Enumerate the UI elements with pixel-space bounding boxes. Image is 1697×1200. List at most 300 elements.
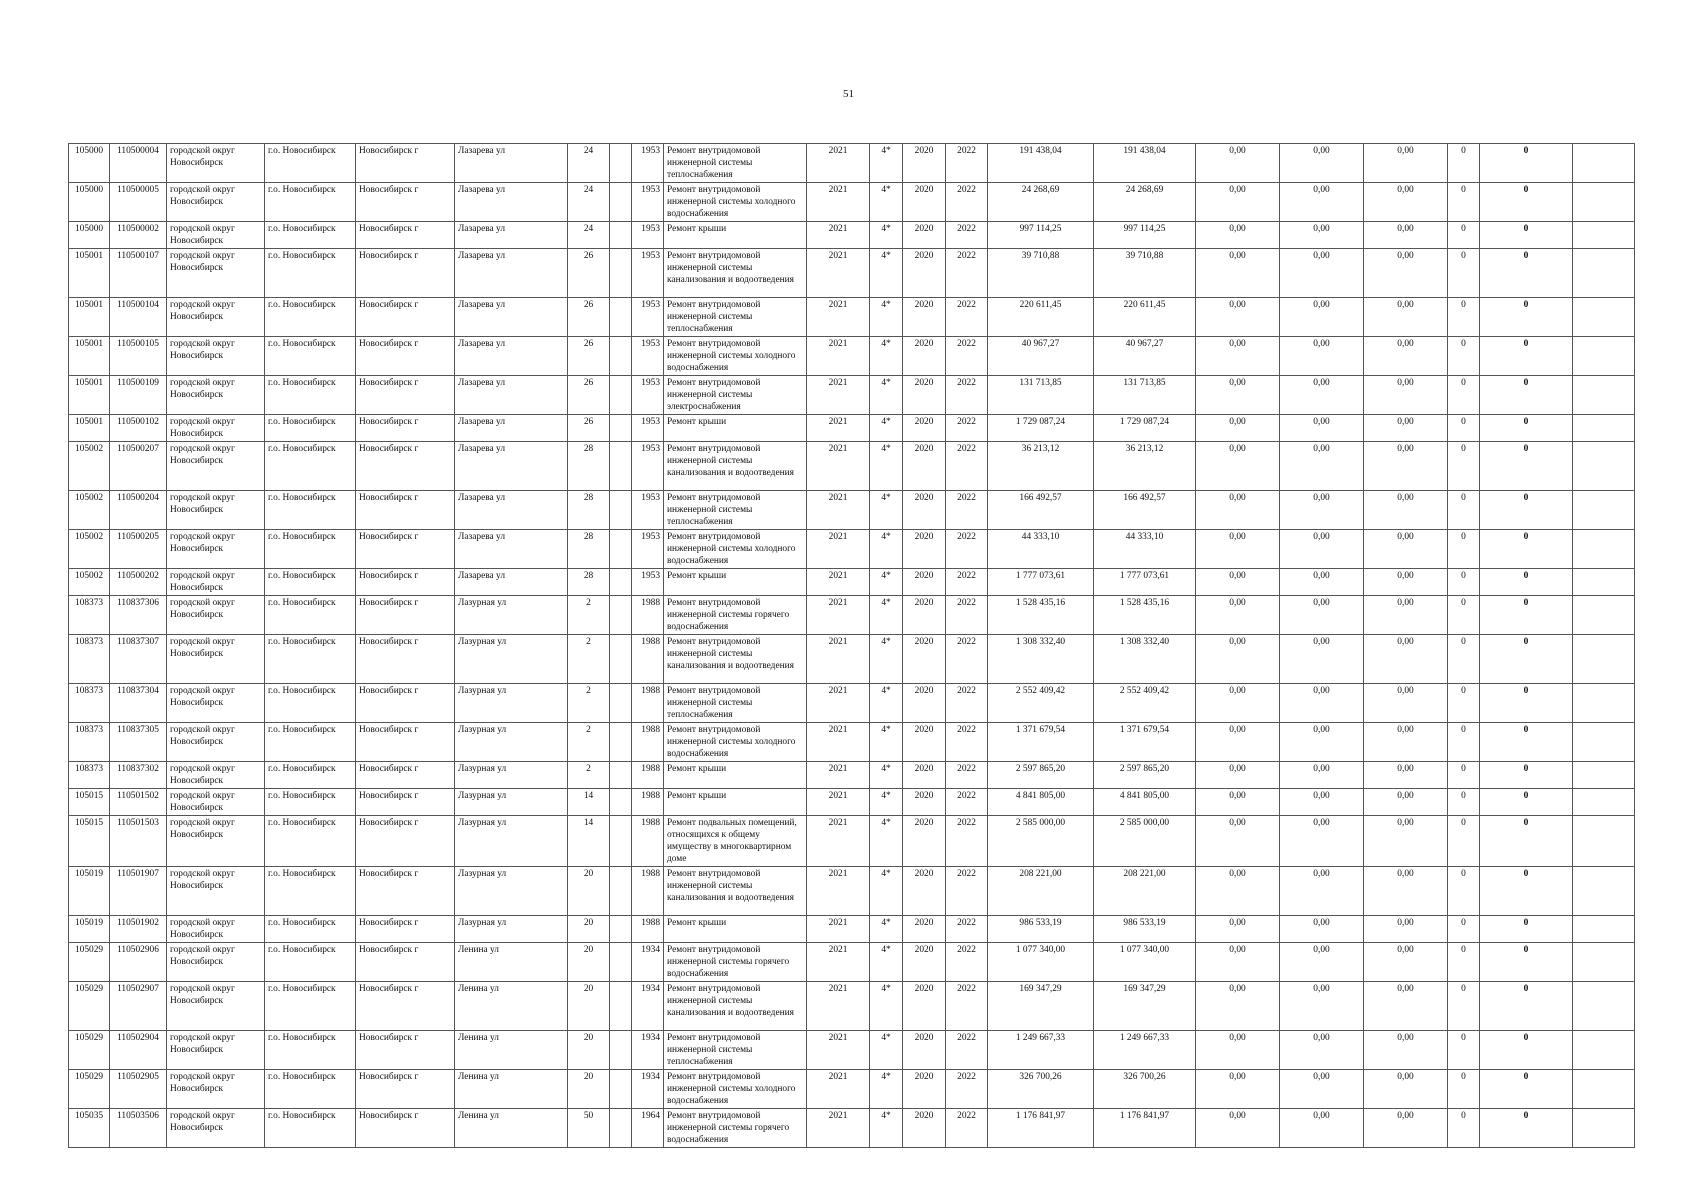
cell-empty <box>1573 816 1635 867</box>
cell-empty <box>1573 222 1635 249</box>
cell-house: 20 <box>568 943 610 982</box>
cell-type: 4* <box>870 1031 903 1070</box>
cell-id: 105001 <box>69 415 110 442</box>
cell-start: 2020 <box>903 723 946 762</box>
cell-empty <box>1573 723 1635 762</box>
cell-s1: 0,00 <box>1196 943 1280 982</box>
cell-start: 2020 <box>903 635 946 684</box>
cell-s2: 0,00 <box>1280 1031 1364 1070</box>
cell-start: 2020 <box>903 982 946 1031</box>
cell-extra <box>610 596 632 635</box>
cell-n2: 0 <box>1480 916 1573 943</box>
cell-type: 4* <box>870 183 903 222</box>
cell-work: Ремонт внутридомовой инженерной системы холодного водоснабжения <box>664 723 807 762</box>
cell-start: 2020 <box>903 916 946 943</box>
cell-cr-year: 2021 <box>807 530 870 569</box>
cell-type: 4* <box>870 943 903 982</box>
cell-work: Ремонт внутридомовой инженерной системы канализования и водоотведения <box>664 442 807 491</box>
cell-n1: 0 <box>1448 1070 1480 1109</box>
cell-settlement: г.о. Новосибирск <box>265 530 356 569</box>
cell-empty <box>1573 442 1635 491</box>
cell-street: Лазарева ул <box>455 415 568 442</box>
cell-s1: 0,00 <box>1196 442 1280 491</box>
cell-extra <box>610 684 632 723</box>
cell-type: 4* <box>870 415 903 442</box>
cell-n2: 0 <box>1480 442 1573 491</box>
cell-end: 2022 <box>946 635 988 684</box>
cell-s3: 0,00 <box>1364 415 1448 442</box>
cell-s2: 0,00 <box>1280 1070 1364 1109</box>
cell-street: Лазурная ул <box>455 816 568 867</box>
cell-type: 4* <box>870 1070 903 1109</box>
cell-end: 2022 <box>946 415 988 442</box>
cell-type: 4* <box>870 1109 903 1148</box>
cell-n1: 0 <box>1448 943 1480 982</box>
cell-fund: 4 841 805,00 <box>1094 789 1196 816</box>
cell-empty <box>1573 1109 1635 1148</box>
cell-code: 110503506 <box>110 1109 167 1148</box>
cell-fund: 191 438,04 <box>1094 144 1196 183</box>
cell-s3: 0,00 <box>1364 916 1448 943</box>
cell-street: Ленина ул <box>455 982 568 1031</box>
cell-locality: Новосибирск г <box>356 530 455 569</box>
cell-extra <box>610 569 632 596</box>
cell-id: 108373 <box>69 684 110 723</box>
table-body <box>69 144 1635 1148</box>
cell-n1: 0 <box>1448 867 1480 916</box>
table-row <box>69 635 1635 684</box>
cell-empty <box>1573 144 1635 183</box>
cell-locality: Новосибирск г <box>356 1031 455 1070</box>
cell-empty <box>1573 982 1635 1031</box>
cell-id: 105035 <box>69 1109 110 1148</box>
cell-municipality: городской округ Новосибирск <box>167 867 265 916</box>
cell-n1: 0 <box>1448 596 1480 635</box>
cell-n1: 0 <box>1448 569 1480 596</box>
cell-n1: 0 <box>1448 442 1480 491</box>
cell-fund: 2 597 865,20 <box>1094 762 1196 789</box>
cell-s3: 0,00 <box>1364 376 1448 415</box>
cell-code: 110500104 <box>110 298 167 337</box>
cell-n2: 0 <box>1480 530 1573 569</box>
cell-s3: 0,00 <box>1364 298 1448 337</box>
cell-house: 28 <box>568 442 610 491</box>
cell-extra <box>610 530 632 569</box>
cell-extra <box>610 1070 632 1109</box>
cell-n1: 0 <box>1448 144 1480 183</box>
cell-id: 105029 <box>69 943 110 982</box>
cell-s1: 0,00 <box>1196 723 1280 762</box>
cell-code: 110837306 <box>110 596 167 635</box>
cell-settlement: г.о. Новосибирск <box>265 376 356 415</box>
cell-fund: 986 533,19 <box>1094 916 1196 943</box>
cell-end: 2022 <box>946 530 988 569</box>
cell-locality: Новосибирск г <box>356 222 455 249</box>
cell-start: 2020 <box>903 789 946 816</box>
cell-s3: 0,00 <box>1364 491 1448 530</box>
cell-n1: 0 <box>1448 816 1480 867</box>
cell-s3: 0,00 <box>1364 816 1448 867</box>
cell-total: 1 077 340,00 <box>988 943 1094 982</box>
table-row <box>69 249 1635 298</box>
cell-locality: Новосибирск г <box>356 491 455 530</box>
cell-type: 4* <box>870 867 903 916</box>
cell-street: Лазарева ул <box>455 183 568 222</box>
cell-s2: 0,00 <box>1280 222 1364 249</box>
cell-s1: 0,00 <box>1196 222 1280 249</box>
cell-work: Ремонт внутридомовой инженерной системы горячего водоснабжения <box>664 943 807 982</box>
cell-year: 1988 <box>632 684 664 723</box>
cell-year: 1934 <box>632 943 664 982</box>
cell-municipality: городской округ Новосибирск <box>167 635 265 684</box>
cell-start: 2020 <box>903 1070 946 1109</box>
cell-fund: 1 077 340,00 <box>1094 943 1196 982</box>
cell-total: 36 213,12 <box>988 442 1094 491</box>
cell-locality: Новосибирск г <box>356 596 455 635</box>
cell-id: 108373 <box>69 762 110 789</box>
cell-id: 105029 <box>69 1031 110 1070</box>
cell-extra <box>610 249 632 298</box>
cell-code: 110500202 <box>110 569 167 596</box>
cell-street: Лазарева ул <box>455 530 568 569</box>
cell-extra <box>610 415 632 442</box>
cell-year: 1953 <box>632 144 664 183</box>
cell-cr-year: 2021 <box>807 943 870 982</box>
cell-code: 110502905 <box>110 1070 167 1109</box>
cell-total: 326 700,26 <box>988 1070 1094 1109</box>
cell-end: 2022 <box>946 569 988 596</box>
table-row <box>69 1109 1635 1148</box>
table-row <box>69 144 1635 183</box>
cell-n2: 0 <box>1480 491 1573 530</box>
cell-id: 105002 <box>69 569 110 596</box>
cell-s1: 0,00 <box>1196 1109 1280 1148</box>
cell-code: 110837304 <box>110 684 167 723</box>
cell-s3: 0,00 <box>1364 762 1448 789</box>
cell-n1: 0 <box>1448 337 1480 376</box>
cell-fund: 1 176 841,97 <box>1094 1109 1196 1148</box>
cell-cr-year: 2021 <box>807 249 870 298</box>
cell-code: 110501907 <box>110 867 167 916</box>
cell-total: 4 841 805,00 <box>988 789 1094 816</box>
cell-total: 166 492,57 <box>988 491 1094 530</box>
cell-extra <box>610 1109 632 1148</box>
cell-id: 105000 <box>69 144 110 183</box>
cell-end: 2022 <box>946 762 988 789</box>
cell-empty <box>1573 491 1635 530</box>
cell-type: 4* <box>870 144 903 183</box>
cell-year: 1953 <box>632 491 664 530</box>
cell-type: 4* <box>870 816 903 867</box>
cell-n1: 0 <box>1448 723 1480 762</box>
cell-settlement: г.о. Новосибирск <box>265 867 356 916</box>
cell-year: 1953 <box>632 442 664 491</box>
cell-type: 4* <box>870 530 903 569</box>
cell-street: Лазурная ул <box>455 916 568 943</box>
cell-start: 2020 <box>903 376 946 415</box>
cell-end: 2022 <box>946 1109 988 1148</box>
cell-start: 2020 <box>903 1109 946 1148</box>
cell-type: 4* <box>870 723 903 762</box>
cell-s1: 0,00 <box>1196 982 1280 1031</box>
cell-start: 2020 <box>903 491 946 530</box>
cell-s1: 0,00 <box>1196 569 1280 596</box>
cell-extra <box>610 183 632 222</box>
cell-code: 110500005 <box>110 183 167 222</box>
cell-end: 2022 <box>946 1070 988 1109</box>
cell-municipality: городской округ Новосибирск <box>167 249 265 298</box>
cell-municipality: городской округ Новосибирск <box>167 222 265 249</box>
cell-s1: 0,00 <box>1196 144 1280 183</box>
cell-end: 2022 <box>946 723 988 762</box>
cell-s2: 0,00 <box>1280 982 1364 1031</box>
cell-street: Лазарева ул <box>455 442 568 491</box>
cell-cr-year: 2021 <box>807 789 870 816</box>
cell-fund: 169 347,29 <box>1094 982 1196 1031</box>
cell-n2: 0 <box>1480 762 1573 789</box>
table-row <box>69 491 1635 530</box>
cell-end: 2022 <box>946 684 988 723</box>
cell-empty <box>1573 943 1635 982</box>
cell-s3: 0,00 <box>1364 867 1448 916</box>
cell-n2: 0 <box>1480 1031 1573 1070</box>
cell-code: 110500002 <box>110 222 167 249</box>
cell-house: 2 <box>568 635 610 684</box>
table-row <box>69 1031 1635 1070</box>
cell-locality: Новосибирск г <box>356 144 455 183</box>
cell-cr-year: 2021 <box>807 916 870 943</box>
cell-id: 105015 <box>69 816 110 867</box>
cell-year: 1953 <box>632 222 664 249</box>
cell-start: 2020 <box>903 337 946 376</box>
cell-type: 4* <box>870 569 903 596</box>
cell-n2: 0 <box>1480 222 1573 249</box>
cell-house: 14 <box>568 789 610 816</box>
cell-settlement: г.о. Новосибирск <box>265 1031 356 1070</box>
cell-start: 2020 <box>903 684 946 723</box>
cell-s1: 0,00 <box>1196 762 1280 789</box>
cell-end: 2022 <box>946 491 988 530</box>
cell-work: Ремонт крыши <box>664 569 807 596</box>
cell-type: 4* <box>870 762 903 789</box>
cell-s2: 0,00 <box>1280 376 1364 415</box>
cell-cr-year: 2021 <box>807 569 870 596</box>
cell-house: 2 <box>568 596 610 635</box>
cell-locality: Новосибирск г <box>356 684 455 723</box>
table-row <box>69 982 1635 1031</box>
cell-n2: 0 <box>1480 1070 1573 1109</box>
cell-type: 4* <box>870 916 903 943</box>
cell-year: 1953 <box>632 569 664 596</box>
cell-extra <box>610 762 632 789</box>
cell-work: Ремонт внутридомовой инженерной системы горячего водоснабжения <box>664 1109 807 1148</box>
cell-s1: 0,00 <box>1196 1070 1280 1109</box>
cell-fund: 24 268,69 <box>1094 183 1196 222</box>
cell-locality: Новосибирск г <box>356 1109 455 1148</box>
cell-s1: 0,00 <box>1196 415 1280 442</box>
cell-code: 110837307 <box>110 635 167 684</box>
cell-cr-year: 2021 <box>807 1031 870 1070</box>
cell-cr-year: 2021 <box>807 337 870 376</box>
cell-locality: Новосибирск г <box>356 916 455 943</box>
cell-id: 108373 <box>69 596 110 635</box>
cell-s2: 0,00 <box>1280 723 1364 762</box>
cell-fund: 166 492,57 <box>1094 491 1196 530</box>
cell-start: 2020 <box>903 530 946 569</box>
cell-empty <box>1573 183 1635 222</box>
cell-house: 20 <box>568 1031 610 1070</box>
cell-fund: 44 333,10 <box>1094 530 1196 569</box>
cell-s3: 0,00 <box>1364 249 1448 298</box>
cell-id: 105001 <box>69 337 110 376</box>
cell-house: 20 <box>568 1070 610 1109</box>
cell-fund: 1 371 679,54 <box>1094 723 1196 762</box>
cell-extra <box>610 1031 632 1070</box>
cell-extra <box>610 635 632 684</box>
cell-n2: 0 <box>1480 1109 1573 1148</box>
cell-cr-year: 2021 <box>807 1109 870 1148</box>
cell-work: Ремонт внутридомовой инженерной системы канализования и водоотведения <box>664 867 807 916</box>
cell-municipality: городской округ Новосибирск <box>167 415 265 442</box>
cell-type: 4* <box>870 982 903 1031</box>
cell-type: 4* <box>870 249 903 298</box>
cell-n1: 0 <box>1448 183 1480 222</box>
cell-empty <box>1573 916 1635 943</box>
table-row <box>69 596 1635 635</box>
cell-street: Ленина ул <box>455 1031 568 1070</box>
cell-street: Лазурная ул <box>455 867 568 916</box>
cell-s3: 0,00 <box>1364 982 1448 1031</box>
cell-municipality: городской округ Новосибирск <box>167 1109 265 1148</box>
cell-empty <box>1573 1070 1635 1109</box>
cell-municipality: городской округ Новосибирск <box>167 144 265 183</box>
cell-municipality: городской округ Новосибирск <box>167 596 265 635</box>
cell-start: 2020 <box>903 442 946 491</box>
cell-n2: 0 <box>1480 569 1573 596</box>
cell-id: 105002 <box>69 530 110 569</box>
cell-street: Лазурная ул <box>455 789 568 816</box>
cell-id: 105001 <box>69 376 110 415</box>
cell-s1: 0,00 <box>1196 249 1280 298</box>
cell-n2: 0 <box>1480 183 1573 222</box>
cell-street: Лазурная ул <box>455 684 568 723</box>
cell-end: 2022 <box>946 916 988 943</box>
cell-end: 2022 <box>946 596 988 635</box>
cell-settlement: г.о. Новосибирск <box>265 816 356 867</box>
cell-house: 50 <box>568 1109 610 1148</box>
cell-n2: 0 <box>1480 943 1573 982</box>
cell-empty <box>1573 762 1635 789</box>
cell-s3: 0,00 <box>1364 943 1448 982</box>
cell-id: 105001 <box>69 298 110 337</box>
cell-cr-year: 2021 <box>807 596 870 635</box>
cell-cr-year: 2021 <box>807 867 870 916</box>
cell-fund: 36 213,12 <box>1094 442 1196 491</box>
cell-locality: Новосибирск г <box>356 723 455 762</box>
cell-settlement: г.о. Новосибирск <box>265 491 356 530</box>
cell-work: Ремонт внутридомовой инженерной системы холодного водоснабжения <box>664 530 807 569</box>
cell-total: 1 371 679,54 <box>988 723 1094 762</box>
cell-year: 1988 <box>632 867 664 916</box>
cell-settlement: г.о. Новосибирск <box>265 789 356 816</box>
cell-code: 110500207 <box>110 442 167 491</box>
cell-locality: Новосибирск г <box>356 816 455 867</box>
cell-code: 110502904 <box>110 1031 167 1070</box>
cell-empty <box>1573 1031 1635 1070</box>
cell-n2: 0 <box>1480 596 1573 635</box>
cell-cr-year: 2021 <box>807 415 870 442</box>
cell-s3: 0,00 <box>1364 530 1448 569</box>
cell-year: 1988 <box>632 762 664 789</box>
cell-house: 2 <box>568 684 610 723</box>
cell-work: Ремонт крыши <box>664 762 807 789</box>
cell-cr-year: 2021 <box>807 1070 870 1109</box>
cell-cr-year: 2021 <box>807 298 870 337</box>
cell-n2: 0 <box>1480 635 1573 684</box>
cell-s3: 0,00 <box>1364 1031 1448 1070</box>
cell-s3: 0,00 <box>1364 183 1448 222</box>
cell-s2: 0,00 <box>1280 635 1364 684</box>
cell-extra <box>610 943 632 982</box>
cell-type: 4* <box>870 442 903 491</box>
cell-n1: 0 <box>1448 982 1480 1031</box>
cell-year: 1988 <box>632 816 664 867</box>
cell-type: 4* <box>870 298 903 337</box>
cell-year: 1988 <box>632 635 664 684</box>
cell-cr-year: 2021 <box>807 442 870 491</box>
cell-settlement: г.о. Новосибирск <box>265 1109 356 1148</box>
cell-municipality: городской округ Новосибирск <box>167 298 265 337</box>
page-number: 51 <box>843 88 854 100</box>
cell-s1: 0,00 <box>1196 596 1280 635</box>
cell-n2: 0 <box>1480 298 1573 337</box>
cell-n1: 0 <box>1448 491 1480 530</box>
cell-code: 110500105 <box>110 337 167 376</box>
cell-id: 105019 <box>69 916 110 943</box>
cell-start: 2020 <box>903 415 946 442</box>
cell-n1: 0 <box>1448 1031 1480 1070</box>
cell-cr-year: 2021 <box>807 222 870 249</box>
cell-locality: Новосибирск г <box>356 415 455 442</box>
cell-house: 28 <box>568 530 610 569</box>
cell-code: 110500109 <box>110 376 167 415</box>
cell-n1: 0 <box>1448 916 1480 943</box>
cell-total: 2 597 865,20 <box>988 762 1094 789</box>
cell-s3: 0,00 <box>1364 635 1448 684</box>
cell-id: 105029 <box>69 982 110 1031</box>
cell-s1: 0,00 <box>1196 916 1280 943</box>
cell-total: 1 777 073,61 <box>988 569 1094 596</box>
cell-street: Лазарева ул <box>455 222 568 249</box>
cell-n2: 0 <box>1480 144 1573 183</box>
cell-end: 2022 <box>946 816 988 867</box>
cell-total: 1 249 667,33 <box>988 1031 1094 1070</box>
cell-total: 24 268,69 <box>988 183 1094 222</box>
cell-fund: 2 585 000,00 <box>1094 816 1196 867</box>
table-row <box>69 376 1635 415</box>
cell-empty <box>1573 298 1635 337</box>
cell-fund: 40 967,27 <box>1094 337 1196 376</box>
cell-cr-year: 2021 <box>807 816 870 867</box>
cell-start: 2020 <box>903 943 946 982</box>
cell-id: 105001 <box>69 249 110 298</box>
cell-cr-year: 2021 <box>807 491 870 530</box>
cell-locality: Новосибирск г <box>356 943 455 982</box>
cell-cr-year: 2021 <box>807 376 870 415</box>
cell-total: 169 347,29 <box>988 982 1094 1031</box>
cell-n1: 0 <box>1448 298 1480 337</box>
cell-n2: 0 <box>1480 723 1573 762</box>
